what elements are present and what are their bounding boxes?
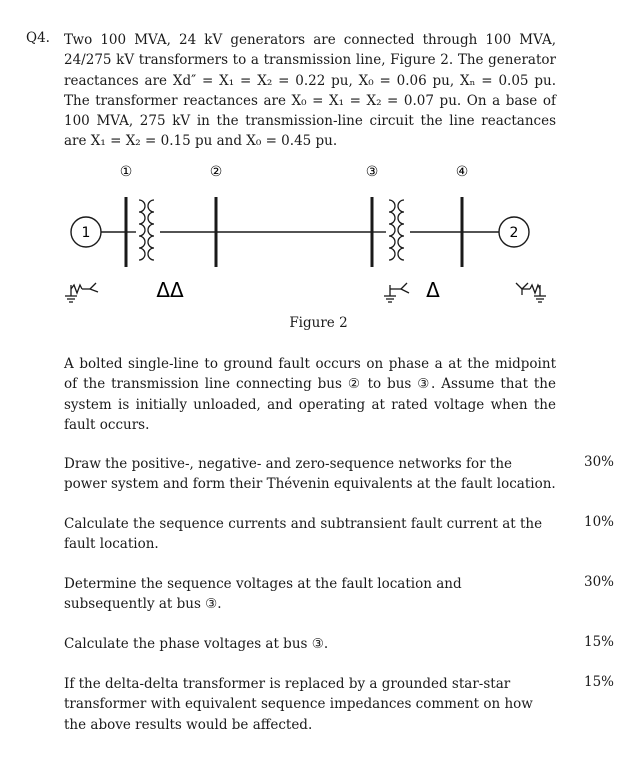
single-line-diagram <box>0 155 637 305</box>
generator-2-label: 2 <box>509 225 519 241</box>
generator-1-label: 1 <box>81 225 91 241</box>
task-5: If the delta-delta transformer is replaced by a grounded star-star transformer with equivalent sequence impedances comment on how the above results would be affected. <box>64 676 533 733</box>
task-4-weight: 15% <box>584 634 615 650</box>
transformer-1-delta-delta-label: ΔΔ <box>156 278 184 302</box>
generator-1 <box>71 217 101 247</box>
generator-2 <box>499 217 529 247</box>
transformer-2-grounded-star-icon <box>384 283 409 302</box>
transformer-1 <box>139 200 154 260</box>
task-3-weight: 30% <box>584 574 615 590</box>
task-1-weight: 30% <box>584 454 615 470</box>
bus-label-4: ④ <box>455 164 469 180</box>
bus-label-1: ① <box>119 164 133 180</box>
generator-2-grounded-star-icon <box>516 283 546 302</box>
fault-scenario: A bolted single-line to ground fault occurs on phase a at the midpoint of the transmission line connecting bus ② to bus ③. Assume that the system is initially unloaded, and operating at rated voltage when the fault occurs. <box>64 356 556 433</box>
task-3: Determine the sequence voltages at the fault location and subsequently at bus ③. <box>64 576 462 613</box>
figure-caption: Figure 2 <box>289 315 348 331</box>
transformer-2 <box>389 200 404 260</box>
task-5-weight: 15% <box>584 674 615 690</box>
task-4: Calculate the phase voltages at bus ③. <box>64 636 329 652</box>
task-2-weight: 10% <box>584 514 615 530</box>
task-1: Draw the positive-, negative- and zero-sequence networks for the power system and form their Thévenin equivalents at the fault location. <box>64 456 556 493</box>
bus-label-3: ③ <box>365 164 379 180</box>
question-intro: Two 100 MVA, 24 kV generators are connected through 100 MVA, 24/275 kV transformers to a transmission line, Figure 2. The generator reactances are Xd″ = X₁ = X₂ = 0.22 pu, X₀ = 0.06 pu, Xₙ = 0.05 pu. The transformer reactances are X₀ = X₁ = X₂ = 0.07 pu. On a base of 100 MVA, 275 kV in the transmission-line circuit the line reactances are X₁ = X₂ = 0.15 pu and X₀ = 0.45 pu. <box>64 32 556 150</box>
generator-1-grounded-star-icon <box>65 283 98 302</box>
question-number: Q4. <box>26 30 50 46</box>
task-2: Calculate the sequence currents and subtransient fault current at the fault location. <box>64 516 543 553</box>
transformer-2-delta-label: Δ <box>426 278 440 302</box>
bus-label-2: ② <box>209 164 223 180</box>
